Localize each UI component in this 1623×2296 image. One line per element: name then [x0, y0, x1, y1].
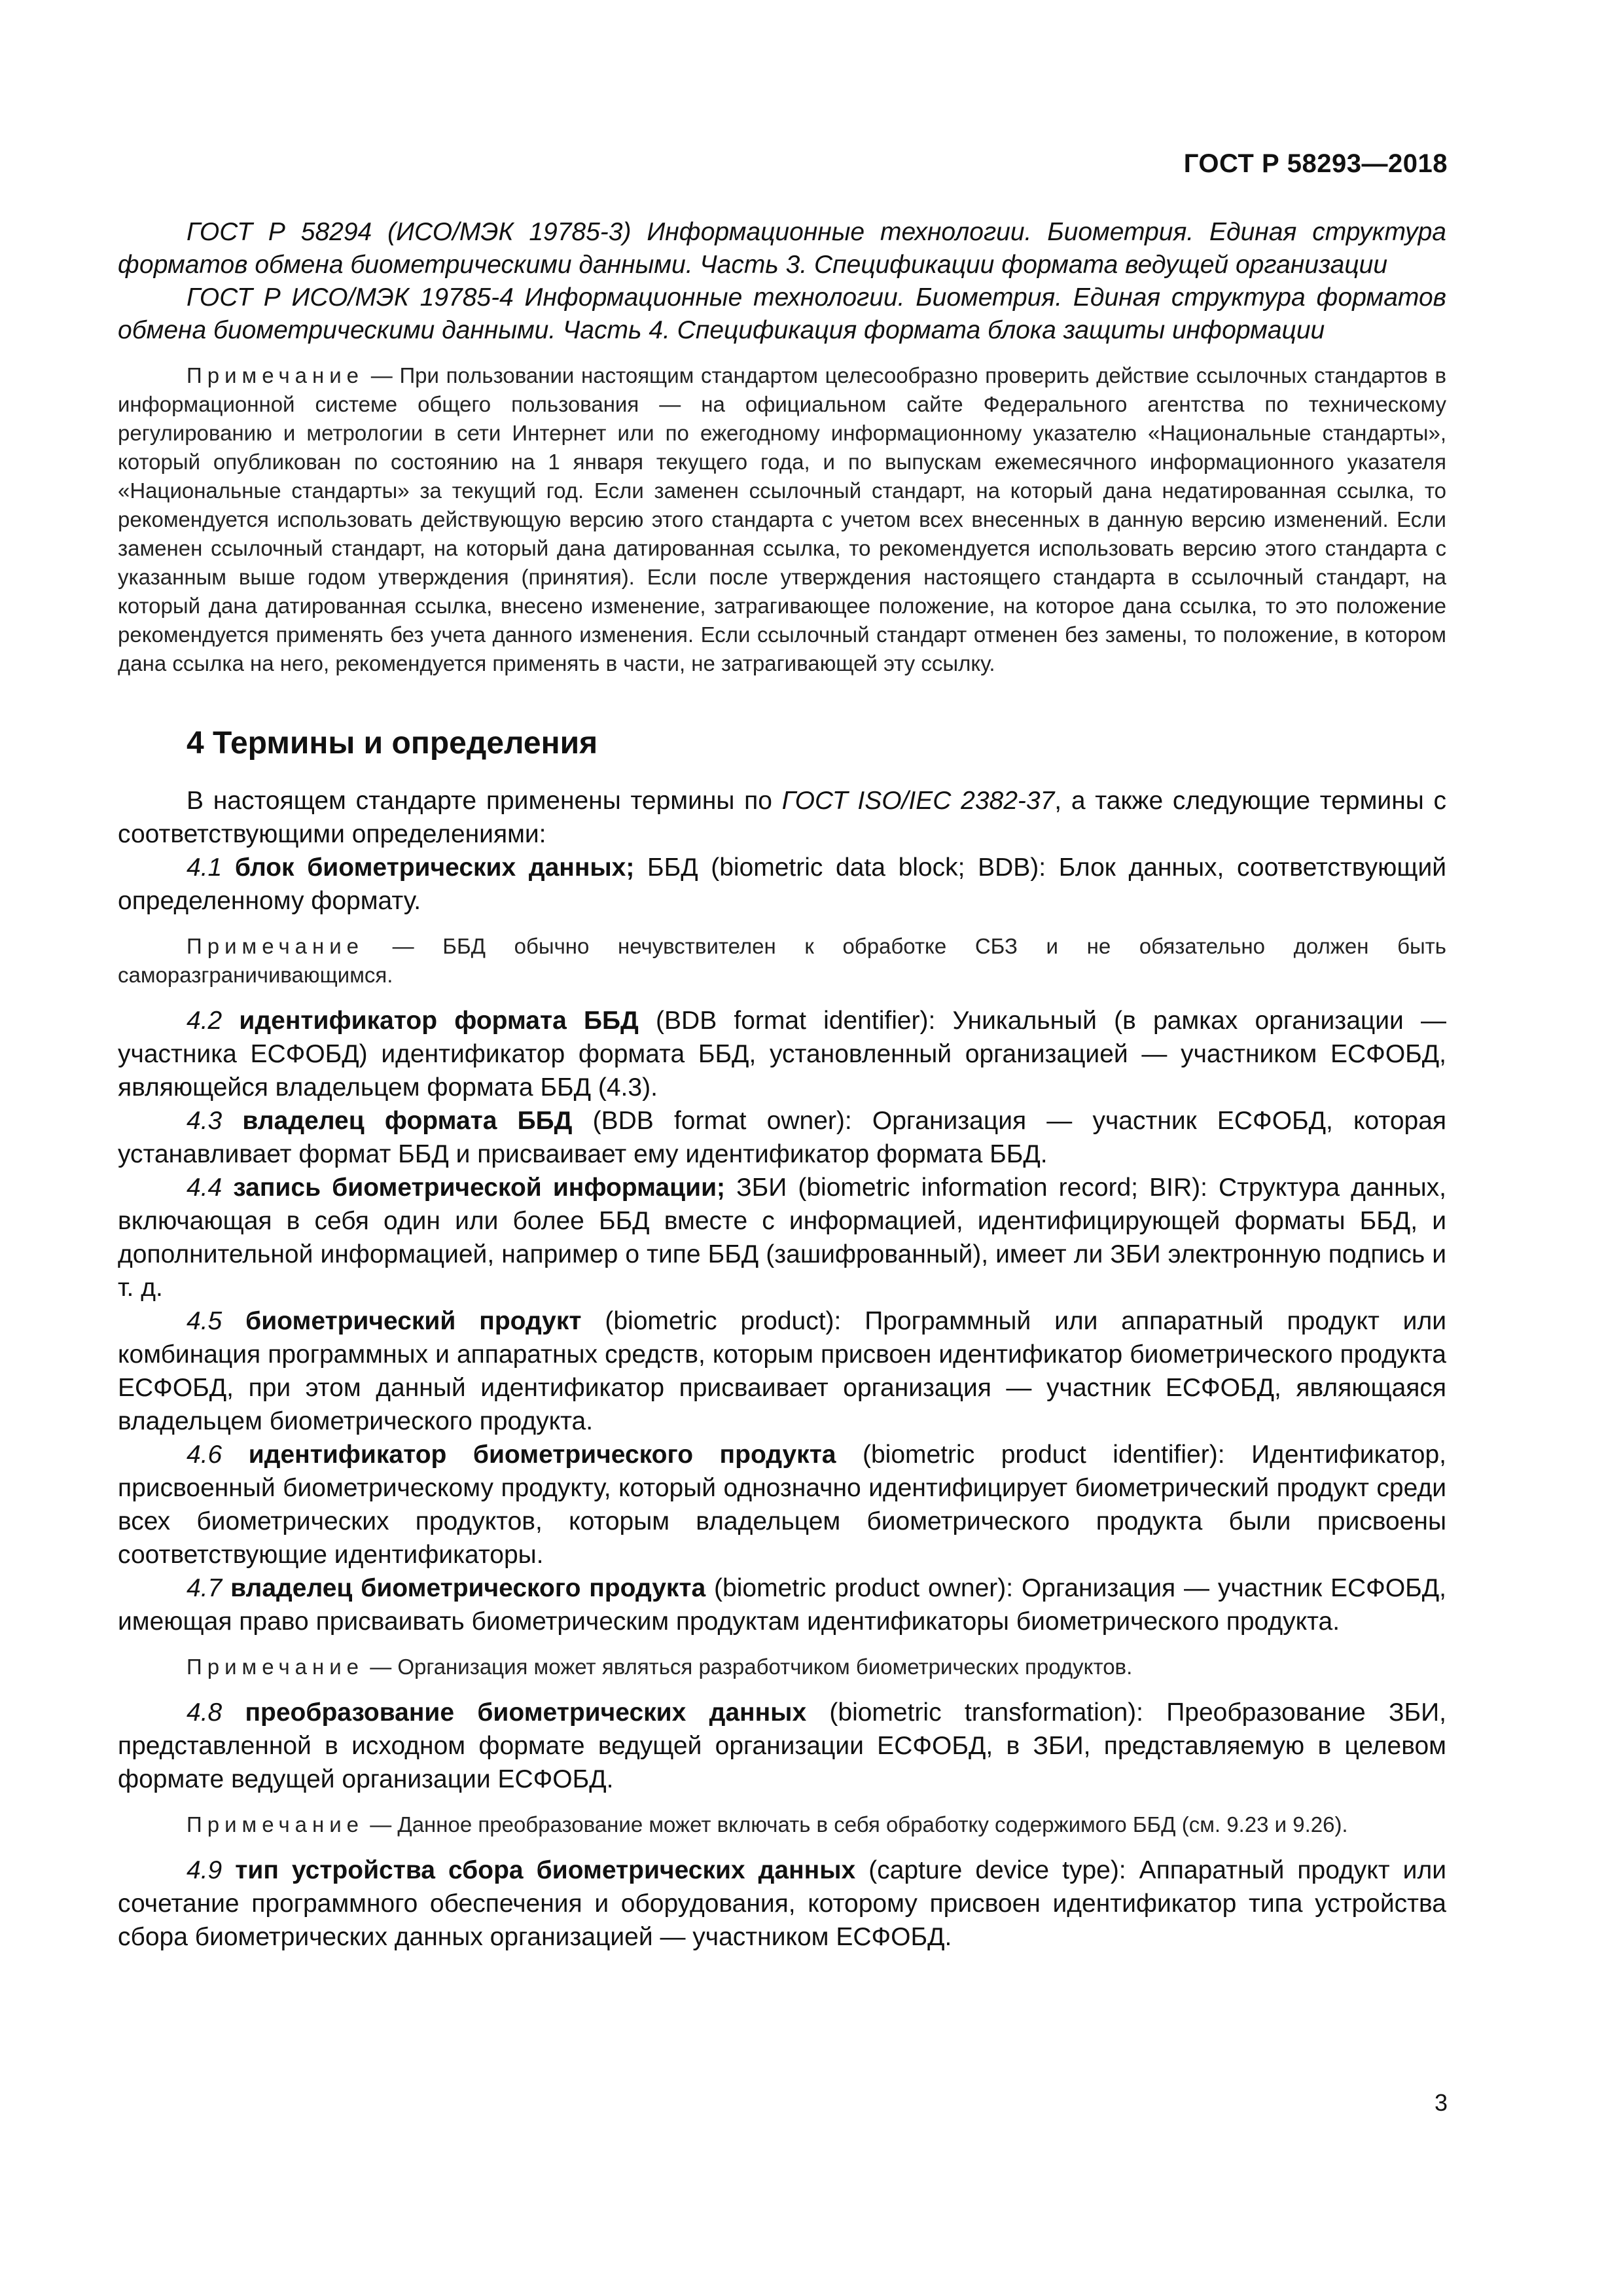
document-code: ГОСТ Р 58293—2018 — [1183, 149, 1448, 178]
note-4-8 — [118, 1810, 1446, 1839]
term-4-8: 4.8 преобразование биометрических данных (biometric transformation): Преобразование ЗБИ, представленной в исходном формате ведущей организации ЕСФОБД, в ЗБИ, представляемую в целевом формате ведущей организации ЕСФОБД. — [118, 1698, 1446, 1793]
term-4-3: 4.3 владелец формата ББД (BDB format owner): Организация — участник ЕСФОБД, которая устанавливает формат ББД и присваивает ему идентификатор формата ББД. — [118, 1107, 1447, 1168]
term-4-6: 4.6 идентификатор биометрического продукта (biometric product identifier): Идентификатор, присвоенный биометрическому продукту, который однозначно идентифицирует биометрический продукт среди всех биометрических продуктов, которым владельцем биометрического продукта были присвоены соответствующие идентификаторы. — [118, 1441, 1446, 1569]
reference-item: ГОСТ Р ИСО/МЭК 19785-4 Информационные технологии. Биометрия. Единая структура форматов обмена биометрическими данными. Часть 4. Спецификация формата блока защиты информации — [118, 283, 1446, 344]
term-4-4: 4.4 запись биометрической информации; ЗБИ (biometric information record; BIR): Структура данных, включающая в себя один или более ББД вместе с информацией, идентифицирующей форматы ББД, и дополнительной информацией, например о типе ББД (зашифрованный), имеет ли ЗБИ электронную подпись и т. д. — [118, 1174, 1446, 1302]
term-4-1: 4.1 блок биометрических данных; ББД (biometric data block; BDB): Блок данных, соответствующий определенному формату. — [118, 853, 1447, 915]
reference-item: ГОСТ Р 58294 (ИСО/МЭК 19785-3) Информационные технологии. Биометрия. Единая структура форматов обмена биометрическими данными. Часть 3. Спецификации формата ведущей организации — [118, 218, 1446, 279]
page-number: 3 — [1434, 2089, 1448, 2116]
section-title: 4 Термины и определения — [187, 726, 598, 761]
note-text: — При пользовании настоящим стандартом целесообразно проверить действие ссылочных стандартов в информационной системе общего пользования — на официальном сайте Федерального агентства по техническому регулированию и метрологии в сети Интернет или по ежегодному информационному указателю «Национальные стандарты», который опубликован по состоянию на 1 января текущего года, и по выпускам ежемесячного информационного указателя «Национальные стандарты» за текущий год. Если заменен ссылочный стандарт, на который дана недатированная ссылка, то рекомендуется использовать действующую версию этого стандарта с учетом всех внесенных в данную версию изменений. Если заменен ссылочный стандарт, на который дана датированная ссылка, то рекомендуется использовать версию этого стандарта с указанным выше годом утверждения (принятия). Если после утверждения настоящего стандарта в ссылочный стандарт, на который дана датированная ссылка, внесено изменение, затрагивающее положение, на которое дана ссылка, то это положение рекомендуется применять без учета данного изменения. Если ссылочный стандарт отменен без замены, то положение, в котором дана ссылка на него, рекомендуется применять в части, не затрагивающей эту ссылку. — [118, 363, 1446, 675]
standard-reference: ГОСТ ISO/IEC 2382-37 — [781, 787, 1055, 815]
reference-list — [118, 216, 1446, 347]
term-4-2: 4.2 идентификатор формата ББД (BDB format identifier): Уникальный (в рамках организации — участника ЕСФОБД) идентификатор формата ББД, установленный организацией — участником ЕСФОБД, являющейся владельцем формата ББД (4.3). — [118, 1007, 1446, 1102]
note-label: Примечание — [187, 934, 365, 958]
note-references — [118, 361, 1446, 678]
note-4-1 — [118, 932, 1446, 990]
page-content — [118, 216, 1446, 1954]
note-text: — ББД обычно нечувствителен к обработке СБЗ и не обязательно должен быть саморазграничивающимся. — [118, 934, 1446, 987]
term-4-9: 4.9 тип устройства сбора биометрических данных (capture device type): Аппаратный продукт или сочетание программного обеспечения и оборудования, которому присвоен идентификатор типа устройства сбора биометрических данных организацией — участником ЕСФОБД. — [118, 1856, 1446, 1951]
note-text: — Данное преобразование может включать в себя обработку содержимого ББД (см. 9.23 и 9.26). — [370, 1812, 1348, 1837]
note-text: — Организация может являться разработчиком биометрических продуктов. — [370, 1655, 1133, 1679]
note-label: Примечание — [187, 363, 365, 387]
note-4-7 — [118, 1653, 1446, 1681]
note-label: Примечание — [187, 1812, 365, 1837]
term-4-5: 4.5 биометрический продукт (biometric product): Программный или аппаратный продукт или комбинация программных и аппаратных средств, которым присвоен идентификатор биометрического продукта ЕСФОБД, при этом данный идентификатор присваивает организация — участник ЕСФОБД, являющаяся владельцем биометрического продукта. — [118, 1307, 1447, 1435]
section-intro: В настоящем стандарте применены термины по ГОСТ ISO/IEC 2382-37, а также следующие термины с соответствующими определениями: — [118, 787, 1446, 848]
note-label: Примечание — [187, 1655, 365, 1679]
term-4-7: 4.7 владелец биометрического продукта (biometric product owner): Организация — участник ЕСФОБД, имеющая право присваивать биометрическим продуктам идентификаторы биометрического продукта. — [118, 1574, 1446, 1636]
